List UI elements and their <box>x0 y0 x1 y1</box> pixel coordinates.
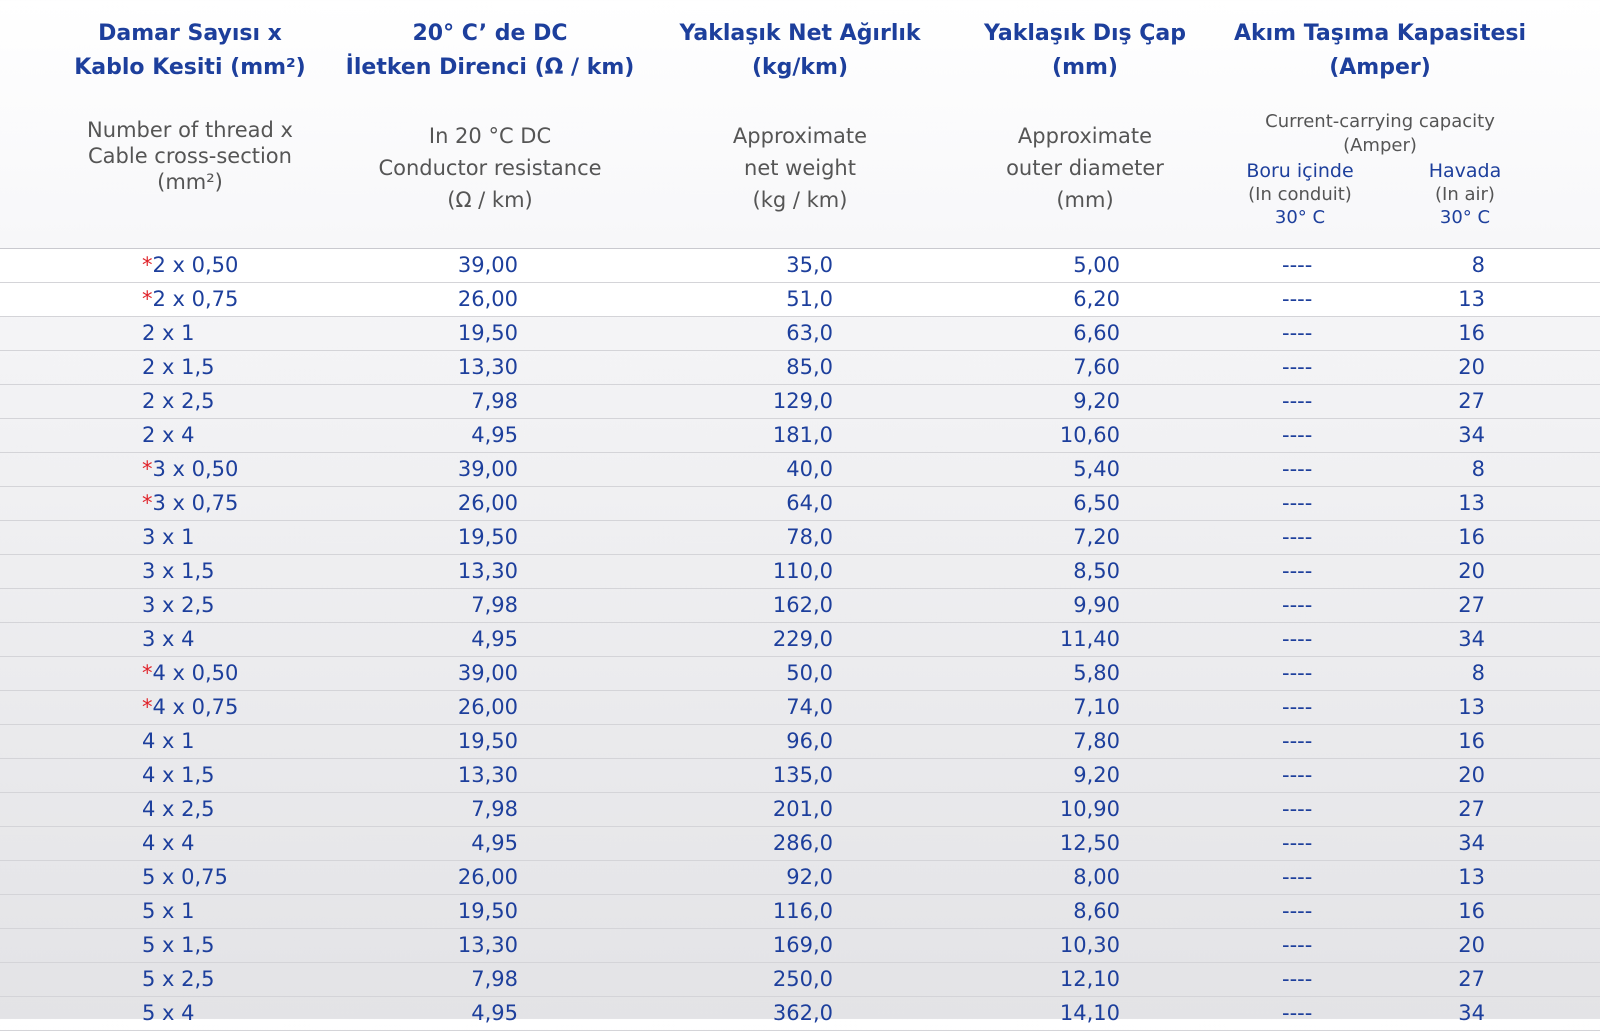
header-resistance-en: In 20 °C DC Conductor resistance (Ω / km) <box>378 124 602 212</box>
cell-conduit: ---- <box>1282 253 1313 277</box>
cell-weight: 110,0 <box>772 559 833 583</box>
table-row <box>0 453 1600 487</box>
cell-resistance: 4,95 <box>471 627 518 651</box>
cell-air: 27 <box>1458 797 1485 821</box>
cell-resistance: 7,98 <box>471 593 518 617</box>
cell-resistance: 13,30 <box>457 763 518 787</box>
table-row <box>0 895 1600 929</box>
cell-section <box>142 623 195 656</box>
cell-conduit: ---- <box>1282 695 1313 719</box>
cell-weight: 64,0 <box>786 491 833 515</box>
cell-diameter: 8,50 <box>1073 559 1120 583</box>
cell-diameter: 10,30 <box>1059 933 1120 957</box>
cell-air: 16 <box>1458 729 1485 753</box>
cell-weight: 74,0 <box>786 695 833 719</box>
cell-section <box>142 521 195 554</box>
cell-air: 34 <box>1458 1001 1485 1025</box>
cell-conduit: ---- <box>1282 899 1313 923</box>
cell-diameter: 5,80 <box>1073 661 1120 685</box>
cell-diameter: 9,90 <box>1073 593 1120 617</box>
cell-resistance: 19,50 <box>457 729 518 753</box>
cell-conduit: ---- <box>1282 321 1313 345</box>
cell-section <box>142 861 228 894</box>
cell-conduit: ---- <box>1282 355 1313 379</box>
section-value: 4 x 1,5 <box>142 763 215 787</box>
section-value: 4 x 0,50 <box>152 661 239 685</box>
table-header <box>0 0 1600 249</box>
cell-air: 34 <box>1458 423 1485 447</box>
cell-conduit: ---- <box>1282 797 1313 821</box>
cell-weight: 116,0 <box>772 899 833 923</box>
cell-diameter: 12,50 <box>1059 831 1120 855</box>
cell-weight: 181,0 <box>772 423 833 447</box>
cell-air: 16 <box>1458 525 1485 549</box>
cell-air: 20 <box>1458 933 1485 957</box>
table-row <box>0 725 1600 759</box>
cell-air: 13 <box>1458 491 1485 515</box>
header-current-tr: Akım Taşıma Kapasitesi (Amper) <box>1233 21 1527 80</box>
section-value: 5 x 2,5 <box>142 967 215 991</box>
asterisk-mark: * <box>142 695 153 719</box>
cell-diameter: 7,20 <box>1073 525 1120 549</box>
cell-diameter: 9,20 <box>1073 763 1120 787</box>
cell-diameter: 11,40 <box>1059 627 1120 651</box>
cell-resistance: 26,00 <box>457 865 518 889</box>
section-value: 2 x 4 <box>142 423 195 447</box>
cell-diameter: 10,60 <box>1059 423 1120 447</box>
cell-conduit: ---- <box>1282 389 1313 413</box>
table-row <box>0 929 1600 963</box>
cell-section <box>142 895 195 928</box>
cell-air: 16 <box>1458 321 1485 345</box>
cell-resistance: 19,50 <box>457 321 518 345</box>
subheader-air: Havada (In air) 30° C <box>1428 160 1502 228</box>
cell-weight: 78,0 <box>786 525 833 549</box>
asterisk-mark: * <box>142 253 153 277</box>
cell-weight: 35,0 <box>786 253 833 277</box>
cell-conduit: ---- <box>1282 423 1313 447</box>
table-row <box>0 691 1600 725</box>
table-row <box>0 759 1600 793</box>
cell-weight: 286,0 <box>772 831 833 855</box>
table-row <box>0 283 1600 317</box>
cell-air: 34 <box>1458 627 1485 651</box>
cell-conduit: ---- <box>1282 763 1313 787</box>
cell-conduit: ---- <box>1282 661 1313 685</box>
cell-diameter: 8,00 <box>1073 865 1120 889</box>
section-value: 4 x 2,5 <box>142 797 215 821</box>
cell-section <box>142 589 215 622</box>
cell-air: 27 <box>1458 593 1485 617</box>
cell-air: 20 <box>1458 763 1485 787</box>
section-value: 3 x 4 <box>142 627 195 651</box>
cell-section <box>142 691 238 724</box>
cell-conduit: ---- <box>1282 525 1313 549</box>
cell-diameter: 6,50 <box>1073 491 1120 515</box>
cell-resistance: 4,95 <box>471 1001 518 1025</box>
cell-air: 16 <box>1458 899 1485 923</box>
table-row <box>0 555 1600 589</box>
cell-air: 27 <box>1458 389 1485 413</box>
cell-conduit: ---- <box>1282 865 1313 889</box>
cell-resistance: 4,95 <box>471 831 518 855</box>
table-row <box>0 487 1600 521</box>
cell-section <box>142 249 238 282</box>
cell-resistance: 7,98 <box>471 389 518 413</box>
cell-air: 20 <box>1458 355 1485 379</box>
cell-diameter: 5,00 <box>1073 253 1120 277</box>
section-value: 2 x 0,75 <box>152 287 239 311</box>
cell-diameter: 7,60 <box>1073 355 1120 379</box>
header-section-tr: Damar Sayısı x Kablo Kesiti (mm²) <box>74 21 306 80</box>
cell-resistance: 13,30 <box>457 559 518 583</box>
cell-section <box>142 555 215 588</box>
cell-resistance: 39,00 <box>457 661 518 685</box>
cell-conduit: ---- <box>1282 287 1313 311</box>
cell-resistance: 19,50 <box>457 525 518 549</box>
cell-air: 8 <box>1471 253 1485 277</box>
section-value: 2 x 1 <box>142 321 195 345</box>
table-row <box>0 521 1600 555</box>
cell-conduit: ---- <box>1282 457 1313 481</box>
cell-section <box>142 453 238 486</box>
cell-section <box>142 929 215 962</box>
cell-section <box>142 419 195 452</box>
cell-conduit: ---- <box>1282 967 1313 991</box>
section-value: 5 x 1 <box>142 899 195 923</box>
cell-conduit: ---- <box>1282 729 1313 753</box>
table-row <box>0 589 1600 623</box>
cell-section <box>142 725 195 758</box>
cell-resistance: 7,98 <box>471 967 518 991</box>
cell-diameter: 9,20 <box>1073 389 1120 413</box>
cell-conduit: ---- <box>1282 559 1313 583</box>
cell-conduit: ---- <box>1282 831 1313 855</box>
cell-weight: 50,0 <box>786 661 833 685</box>
cell-weight: 362,0 <box>772 1001 833 1025</box>
cell-resistance: 7,98 <box>471 797 518 821</box>
cell-resistance: 39,00 <box>457 457 518 481</box>
cell-air: 13 <box>1458 287 1485 311</box>
cell-conduit: ---- <box>1282 491 1313 515</box>
cell-section <box>142 657 238 690</box>
cell-conduit: ---- <box>1282 593 1313 617</box>
table-row <box>0 963 1600 997</box>
cell-conduit: ---- <box>1282 933 1313 957</box>
table-body <box>0 249 1600 1031</box>
cell-weight: 51,0 <box>786 287 833 311</box>
cell-section <box>142 487 238 520</box>
asterisk-mark: * <box>142 457 153 481</box>
subheader-conduit: Boru içinde (In conduit) 30° C <box>1246 160 1354 228</box>
asterisk-mark: * <box>142 491 153 515</box>
header-weight-en: Approximate net weight (kg / km) <box>732 124 868 212</box>
cell-conduit: ---- <box>1282 627 1313 651</box>
table-row <box>0 385 1600 419</box>
cell-weight: 129,0 <box>772 389 833 413</box>
cell-air: 20 <box>1458 559 1485 583</box>
cell-section <box>142 827 195 860</box>
section-value: 4 x 1 <box>142 729 195 753</box>
cell-weight: 63,0 <box>786 321 833 345</box>
cell-section <box>142 385 215 418</box>
cell-section <box>142 963 215 996</box>
table-row <box>0 827 1600 861</box>
cell-air: 27 <box>1458 967 1485 991</box>
cell-diameter: 6,20 <box>1073 287 1120 311</box>
section-value: 5 x 4 <box>142 1001 195 1025</box>
table-row <box>0 419 1600 453</box>
cell-air: 34 <box>1458 831 1485 855</box>
cell-section <box>142 351 215 384</box>
cell-section <box>142 759 215 792</box>
header-diameter-en: Approximate outer diameter (mm) <box>1006 124 1164 212</box>
table-row <box>0 997 1600 1031</box>
cell-diameter: 6,60 <box>1073 321 1120 345</box>
cell-diameter: 10,90 <box>1059 797 1120 821</box>
section-value: 2 x 2,5 <box>142 389 215 413</box>
header-weight-tr: Yaklaşık Net Ağırlık (kg/km) <box>679 21 921 80</box>
header-current-en: Current-carrying capacity (Amper) <box>1265 111 1495 156</box>
cell-resistance: 13,30 <box>457 933 518 957</box>
section-value: 4 x 0,75 <box>152 695 239 719</box>
table-row <box>0 657 1600 691</box>
asterisk-mark: * <box>142 287 153 311</box>
cell-weight: 40,0 <box>786 457 833 481</box>
table-row <box>0 623 1600 657</box>
cell-resistance: 26,00 <box>457 287 518 311</box>
section-value: 3 x 1,5 <box>142 559 215 583</box>
cell-diameter: 7,80 <box>1073 729 1120 753</box>
header-diameter-tr: Yaklaşık Dış Çap (mm) <box>984 21 1186 80</box>
cell-weight: 229,0 <box>772 627 833 651</box>
cell-weight: 135,0 <box>772 763 833 787</box>
header-resistance-tr: 20° C’ de DC İletken Direnci (Ω / km) <box>345 21 635 80</box>
cell-conduit: ---- <box>1282 1001 1313 1025</box>
header-section-en: Number of thread x Cable cross-section (mm²) <box>87 118 293 194</box>
cell-weight: 169,0 <box>772 933 833 957</box>
cell-section <box>142 997 195 1030</box>
cell-air: 8 <box>1471 457 1485 481</box>
section-value: 3 x 0,50 <box>152 457 239 481</box>
cell-resistance: 13,30 <box>457 355 518 379</box>
section-value: 5 x 1,5 <box>142 933 215 957</box>
cell-diameter: 7,10 <box>1073 695 1120 719</box>
cell-weight: 201,0 <box>772 797 833 821</box>
cell-section <box>142 283 238 316</box>
cell-diameter: 12,10 <box>1059 967 1120 991</box>
cell-section <box>142 317 195 350</box>
cell-resistance: 39,00 <box>457 253 518 277</box>
cell-weight: 250,0 <box>772 967 833 991</box>
section-value: 3 x 1 <box>142 525 195 549</box>
cell-resistance: 26,00 <box>457 491 518 515</box>
table-row <box>0 249 1600 283</box>
table-row <box>0 861 1600 895</box>
cell-air: 13 <box>1458 695 1485 719</box>
cell-weight: 96,0 <box>786 729 833 753</box>
cell-diameter: 5,40 <box>1073 457 1120 481</box>
cell-section <box>142 793 215 826</box>
cell-air: 13 <box>1458 865 1485 889</box>
section-value: 4 x 4 <box>142 831 195 855</box>
cell-diameter: 14,10 <box>1059 1001 1120 1025</box>
table-row <box>0 351 1600 385</box>
cell-resistance: 19,50 <box>457 899 518 923</box>
table-row <box>0 793 1600 827</box>
cell-weight: 162,0 <box>772 593 833 617</box>
section-value: 2 x 0,50 <box>152 253 239 277</box>
asterisk-mark: * <box>142 661 153 685</box>
table-row <box>0 317 1600 351</box>
section-value: 2 x 1,5 <box>142 355 215 379</box>
cell-diameter: 8,60 <box>1073 899 1120 923</box>
cell-weight: 92,0 <box>786 865 833 889</box>
cell-resistance: 26,00 <box>457 695 518 719</box>
cell-resistance: 4,95 <box>471 423 518 447</box>
section-value: 3 x 0,75 <box>152 491 239 515</box>
cell-weight: 85,0 <box>786 355 833 379</box>
section-value: 5 x 0,75 <box>142 865 228 889</box>
cell-air: 8 <box>1471 661 1485 685</box>
section-value: 3 x 2,5 <box>142 593 215 617</box>
